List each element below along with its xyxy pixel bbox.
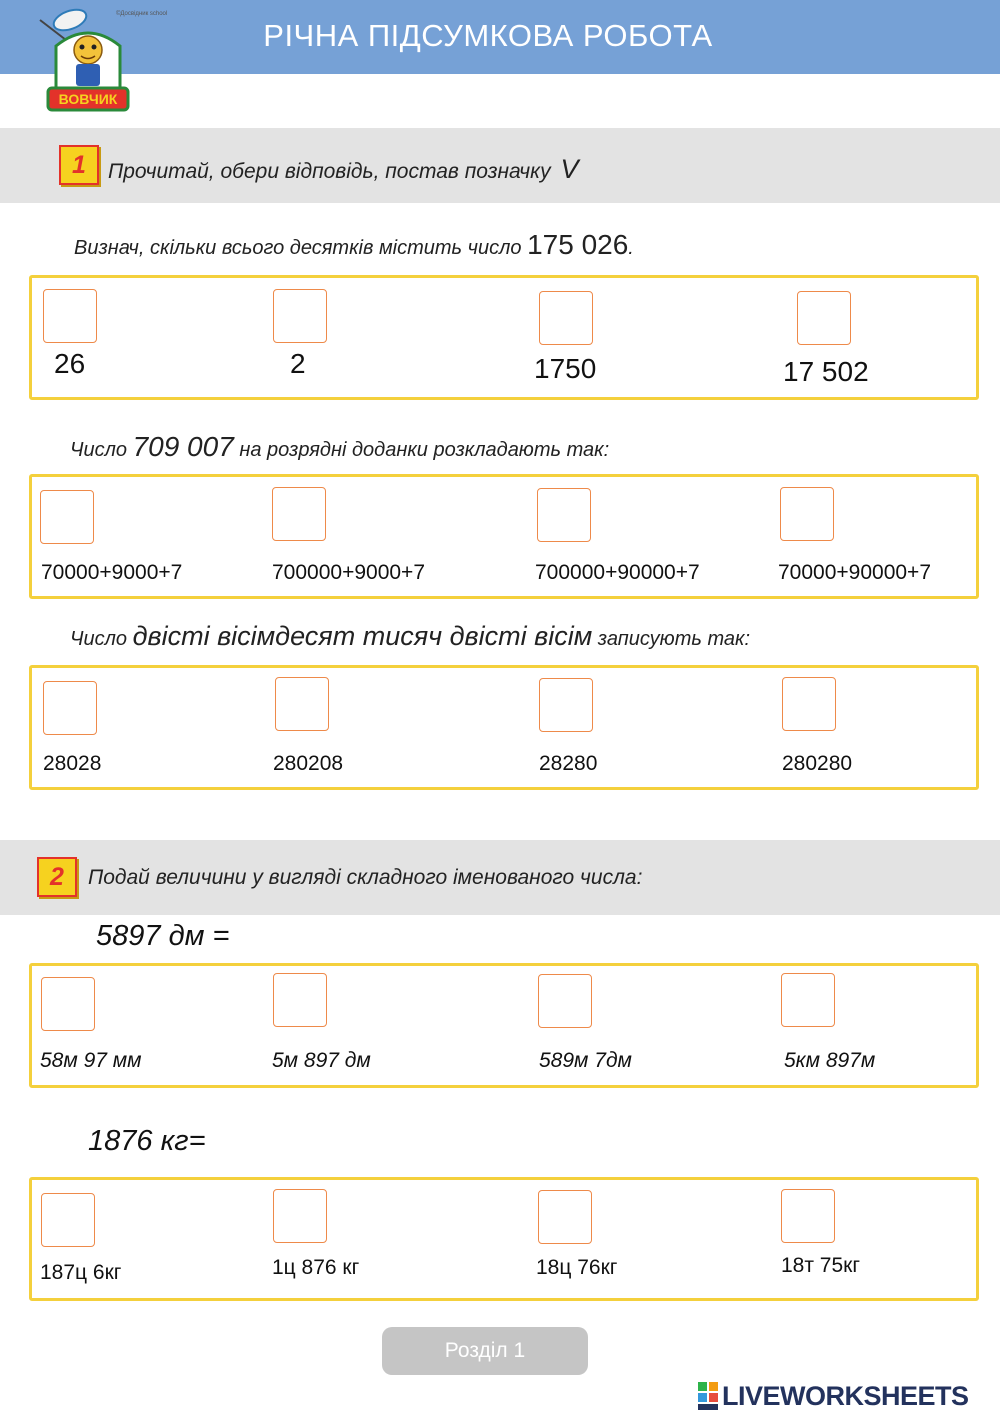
question-3-text-before: Число <box>70 628 133 650</box>
checkbox-q1-opt4[interactable] <box>797 291 851 345</box>
question-3-number: двісті вісімдесят тисяч двісті вісім <box>132 621 593 651</box>
checkbox-q4-opt4[interactable] <box>781 973 835 1027</box>
checkbox-q3-opt2[interactable] <box>275 677 329 731</box>
checkbox-q3-opt1[interactable] <box>43 681 97 735</box>
checkbox-q4-opt3[interactable] <box>538 974 592 1028</box>
question-4-prompt: 5897 дм = <box>96 920 230 952</box>
question-2-text-before: Число <box>70 439 133 461</box>
option-q5-4: 18т 75кг <box>781 1254 861 1277</box>
logo-text: ВОВЧИК <box>58 91 118 107</box>
option-q4-1: 58м 97 мм <box>40 1049 142 1072</box>
checkbox-q3-opt3[interactable] <box>539 678 593 732</box>
option-q2-2: 700000+9000+7 <box>272 561 425 584</box>
option-q1-3: 1750 <box>534 353 597 384</box>
checkbox-q5-opt1[interactable] <box>41 1193 95 1247</box>
question-2-number: 709 007 <box>132 431 234 462</box>
checkbox-q1-opt1[interactable] <box>43 289 97 343</box>
question-2-text-after: на розрядні доданки розкладають так: <box>233 439 610 461</box>
checkbox-q5-opt4[interactable] <box>781 1189 835 1243</box>
checkbox-q2-opt1[interactable] <box>40 490 94 544</box>
option-q2-4: 70000+90000+7 <box>778 561 931 584</box>
task1-instruction <box>108 154 578 185</box>
task1-number-badge: 1 <box>59 145 99 185</box>
task1-instruction-text: Прочитай, обери відповідь, постав позначку <box>108 160 551 183</box>
option-q4-2: 5м 897 дм <box>272 1049 371 1072</box>
task2-instruction: Подай величини у вигляді складного іменованого числа: <box>88 866 643 889</box>
question-1-text-after: . <box>628 237 634 259</box>
checkbox-q1-opt2[interactable] <box>273 289 327 343</box>
option-q2-3: 700000+90000+7 <box>535 561 700 584</box>
answer-box-5 <box>29 1177 979 1301</box>
section-1-button[interactable]: Розділ 1 <box>382 1327 588 1375</box>
question-5-prompt: 1876 кг= <box>88 1125 206 1157</box>
option-q4-3: 589м 7дм <box>539 1049 632 1072</box>
checkbox-q5-opt3[interactable] <box>538 1190 592 1244</box>
option-q3-2: 280208 <box>273 752 344 775</box>
option-q5-1: 187ц 6кг <box>40 1261 122 1284</box>
option-q1-1: 26 <box>54 348 86 379</box>
page-title: РІЧНА ПІДСУМКОВА РОБОТА <box>263 18 713 53</box>
checkbox-q2-opt3[interactable] <box>537 488 591 542</box>
task2-number-badge: 2 <box>37 857 77 897</box>
question-1-text-before: Визнач, скільки всього десятків містить число <box>74 237 528 259</box>
option-q3-3: 28280 <box>539 752 598 775</box>
checkbox-q1-opt3[interactable] <box>539 291 593 345</box>
question-3 <box>70 621 750 652</box>
liveworksheets-logo-icon <box>697 1380 719 1412</box>
option-q1-2: 2 <box>290 348 306 379</box>
question-1-number: 175 026 <box>527 229 629 260</box>
option-q5-3: 18ц 76кг <box>536 1256 618 1279</box>
option-q5-2: 1ц 876 кг <box>272 1256 360 1279</box>
logo-caption: ©Досвідник school <box>116 11 168 17</box>
checkbox-q4-opt1[interactable] <box>41 977 95 1031</box>
option-q1-4: 17 502 <box>783 356 869 387</box>
task1-instruction-mark: V <box>560 154 579 184</box>
question-1 <box>74 229 634 261</box>
option-q4-4: 5км 897м <box>784 1049 876 1072</box>
checkbox-q5-opt2[interactable] <box>273 1189 327 1243</box>
option-q2-1: 70000+9000+7 <box>41 561 183 584</box>
option-q3-4: 280280 <box>782 752 853 775</box>
liveworksheets-brand[interactable]: LIVEWORKSHEETS <box>722 1381 969 1411</box>
question-3-text-after: записують так: <box>592 628 751 650</box>
checkbox-q3-opt4[interactable] <box>782 677 836 731</box>
vovchyk-logo <box>36 6 168 114</box>
option-q3-1: 28028 <box>43 752 102 775</box>
checkbox-q4-opt2[interactable] <box>273 973 327 1027</box>
checkbox-q2-opt2[interactable] <box>272 487 326 541</box>
question-2 <box>70 431 609 463</box>
checkbox-q2-opt4[interactable] <box>780 487 834 541</box>
